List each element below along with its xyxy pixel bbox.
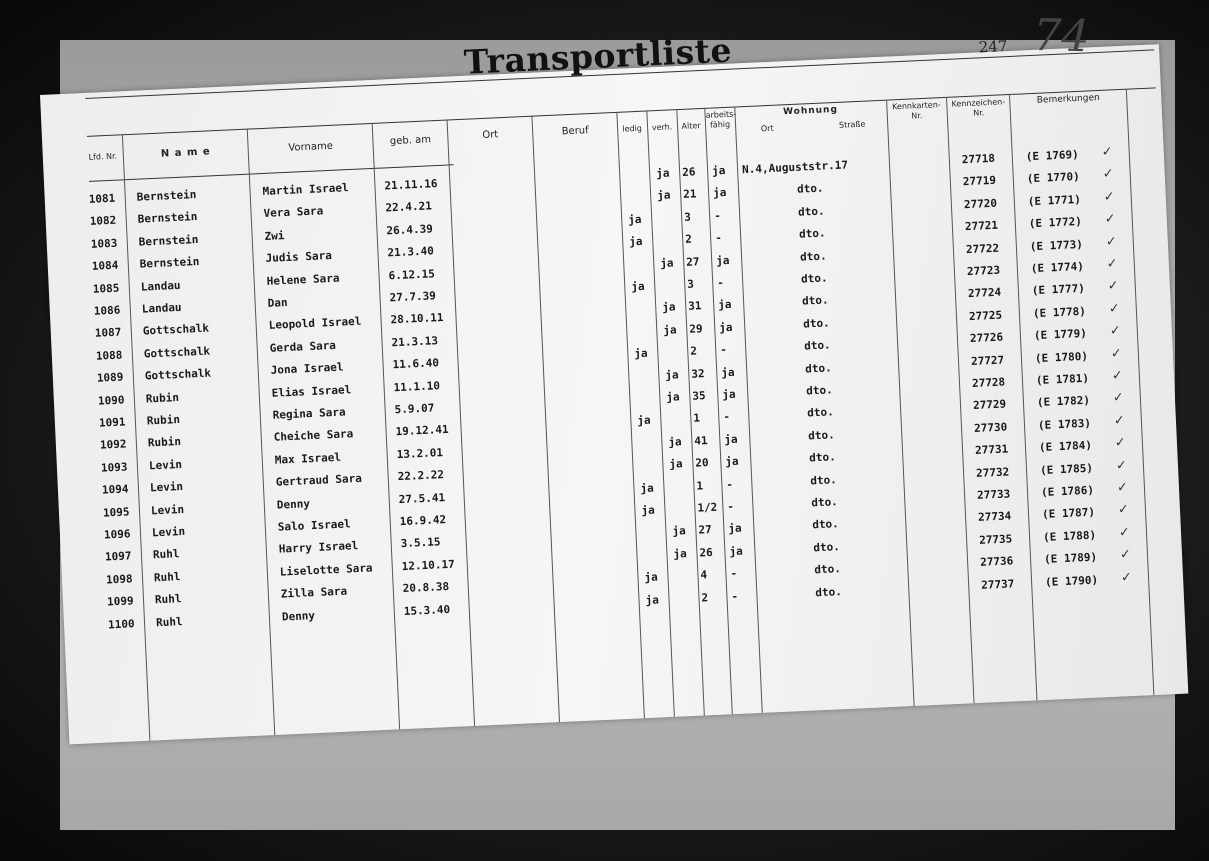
row-number: 1098 [105, 572, 133, 587]
row-vorname: Martin Israel [262, 181, 349, 198]
row-number: 1081 [88, 191, 116, 206]
row-name: Bernstein [136, 188, 197, 204]
row-arbeitsfaehig: - [714, 231, 723, 245]
row-arbeitsfaehig: - [731, 589, 739, 603]
row-arbeitsfaehig: - [726, 477, 734, 491]
row-ledig: ja [631, 279, 645, 294]
row-geb-am: 6.12.15 [388, 266, 436, 282]
row-verh: ja [659, 256, 674, 270]
row-vorname: Gerda Sara [269, 338, 337, 355]
row-kennzeichen-nr: 27726 [969, 330, 1004, 346]
row-geb-am: 13.2.01 [396, 445, 444, 461]
row-wohnung: dto. [804, 360, 832, 376]
row-number: 1099 [106, 594, 134, 609]
row-wohnung: dto. [812, 517, 840, 532]
row-alter: 3 [686, 277, 695, 291]
row-alter: 27 [685, 254, 700, 269]
row-alter: 3 [683, 210, 692, 224]
row-verh: ja [668, 435, 682, 449]
row-wohnung: dto. [807, 428, 836, 443]
check-mark-icon: ✓ [1109, 323, 1122, 339]
col-divider [1126, 89, 1155, 695]
check-mark-icon: ✓ [1111, 368, 1124, 384]
row-arbeitsfaehig: - [730, 567, 738, 581]
col-divider [734, 106, 763, 712]
row-name: Rubin [147, 435, 182, 450]
row-geb-am: 16.9.42 [399, 513, 447, 529]
row-alter: 1 [693, 411, 701, 426]
row-vorname: Jona Israel [270, 360, 344, 377]
row-kennzeichen-nr: 27722 [965, 241, 1000, 256]
row-wohnung: N.4,Auguststr.17 [741, 158, 849, 177]
header-bemerkungen: Bemerkungen [1036, 92, 1100, 106]
row-wohnung: dto. [802, 316, 830, 331]
row-kennzeichen-nr: 27719 [962, 174, 997, 189]
check-mark-icon: ✓ [1102, 166, 1114, 183]
row-geb-am: 21.11.16 [384, 177, 438, 193]
row-kennzeichen-nr: 27733 [976, 487, 1011, 502]
row-kennzeichen-nr: 27730 [973, 420, 1008, 435]
row-vorname: Regina Sara [272, 405, 346, 422]
row-bemerkungen: (E 1787) [1041, 505, 1096, 522]
row-geb-am: 26.4.39 [386, 222, 434, 238]
row-bemerkungen: (E 1790) [1044, 573, 1099, 589]
row-alter: 1 [696, 478, 704, 493]
check-mark-icon: ✓ [1112, 390, 1125, 407]
row-bemerkungen: (E 1780) [1034, 349, 1089, 365]
row-vorname: Gertraud Sara [275, 471, 363, 489]
row-kennzeichen-nr: 27727 [970, 353, 1005, 368]
row-bemerkungen: (E 1788) [1042, 528, 1097, 544]
check-mark-icon: ✓ [1113, 412, 1126, 429]
row-alter: 1/2 [697, 500, 718, 515]
row-arbeitsfaehig: ja [718, 320, 733, 335]
row-wohnung: dto. [814, 562, 842, 577]
check-mark-icon: ✓ [1110, 345, 1123, 362]
row-ledig: ja [627, 212, 642, 227]
check-mark-icon: ✓ [1117, 502, 1130, 518]
header-geb-am: geb. am [389, 134, 432, 148]
header-alter: Alter [681, 121, 701, 131]
row-kennzeichen-nr: 27724 [967, 286, 1002, 301]
row-name: Gottschalk [143, 344, 211, 361]
row-wohnung: dto. [809, 472, 838, 488]
row-verh: ja [663, 323, 677, 337]
row-alter: 27 [698, 523, 712, 537]
row-geb-am: 22.4.21 [385, 199, 433, 215]
row-ledig: ja [637, 414, 651, 428]
row-arbeitsfaehig: - [723, 410, 731, 424]
check-mark-icon: ✓ [1101, 144, 1113, 160]
row-ledig: ja [644, 570, 659, 585]
row-alter: 2 [684, 232, 693, 247]
row-bemerkungen: (E 1779) [1033, 326, 1088, 343]
row-bemerkungen: (E 1773) [1029, 237, 1084, 253]
row-vorname: Harry Israel [278, 539, 359, 557]
row-kennzeichen-nr: 27729 [972, 397, 1007, 413]
row-verh: ja [673, 546, 688, 561]
row-bemerkungen: (E 1771) [1027, 192, 1082, 209]
header-ort: Ort [482, 129, 499, 141]
row-number: 1093 [100, 460, 128, 475]
header-wohnung-ort: Ort [760, 123, 774, 134]
row-alter: 29 [688, 321, 703, 336]
row-bemerkungen: (E 1784) [1038, 438, 1093, 455]
row-number: 1094 [101, 482, 129, 497]
row-number: 1084 [91, 258, 119, 274]
row-wohnung: dto. [815, 584, 843, 599]
check-mark-icon: ✓ [1120, 569, 1133, 586]
row-geb-am: 27.5.41 [398, 490, 446, 506]
row-bemerkungen: (E 1782) [1036, 394, 1091, 410]
row-name: Gottschalk [142, 321, 210, 338]
row-verh: ja [656, 188, 671, 203]
row-arbeitsfaehig: - [716, 276, 725, 290]
header-lfd-nr: Lfd. Nr. [88, 151, 118, 162]
row-bemerkungen: (E 1778) [1032, 304, 1087, 320]
header-wohnung-strasse: Straße [838, 119, 866, 130]
row-kennzeichen-nr: 27720 [963, 196, 998, 211]
row-alter: 2 [701, 590, 709, 605]
row-wohnung: dto. [801, 293, 829, 309]
check-mark-icon: ✓ [1116, 480, 1129, 496]
row-vorname: Helene Sara [266, 271, 340, 288]
row-vorname: Salo Israel [277, 517, 351, 534]
row-name: Landau [140, 278, 181, 294]
row-alter: 26 [681, 165, 696, 179]
row-number: 1088 [95, 348, 123, 363]
check-mark-icon: ✓ [1107, 278, 1120, 295]
row-arbeitsfaehig: - [713, 209, 722, 223]
row-vorname: Elias Israel [271, 382, 352, 400]
row-vorname: Judis Sara [265, 249, 333, 266]
row-geb-am: 27.7.39 [389, 289, 437, 305]
row-name: Gottschalk [144, 366, 212, 383]
row-bemerkungen: (E 1770) [1026, 170, 1081, 186]
row-kennzeichen-nr: 27737 [980, 576, 1015, 592]
row-vorname: Liselotte Sara [279, 561, 373, 579]
row-name: Landau [141, 300, 182, 316]
row-arbeitsfaehig: ja [711, 163, 726, 178]
row-verh: ja [666, 390, 680, 404]
header-kennzeichen-nr: Kennzeichen- Nr. [951, 97, 1006, 118]
row-geb-am: 28.10.11 [390, 311, 444, 327]
row-number: 1092 [99, 437, 127, 453]
row-name: Levin [151, 524, 186, 540]
row-number: 1086 [93, 303, 121, 318]
row-alter: 26 [699, 545, 713, 560]
check-mark-icon: ✓ [1119, 547, 1132, 563]
row-name: Levin [148, 457, 183, 473]
row-kennzeichen-nr: 27736 [979, 554, 1014, 570]
row-wohnung: dto. [797, 204, 825, 219]
row-number: 1091 [98, 415, 126, 430]
row-kennzeichen-nr: 27723 [966, 263, 1001, 279]
row-verh: ja [665, 367, 679, 382]
row-wohnung: dto. [800, 271, 828, 286]
row-arbeitsfaehig: ja [717, 298, 732, 312]
row-number: 1096 [103, 527, 131, 542]
row-bemerkungen: (E 1774) [1030, 259, 1085, 276]
row-wohnung: dto. [799, 249, 827, 264]
row-kennzeichen-nr: 27731 [974, 442, 1009, 458]
check-mark-icon: ✓ [1106, 256, 1119, 272]
row-geb-am: 15.3.40 [403, 602, 451, 618]
row-kennzeichen-nr: 27718 [961, 151, 996, 167]
row-arbeitsfaehig: ja [720, 365, 735, 379]
row-arbeitsfaehig: ja [729, 544, 743, 558]
row-bemerkungen: (E 1772) [1028, 215, 1083, 231]
row-alter: 2 [690, 344, 698, 358]
row-name: Ruhl [154, 592, 182, 607]
row-name: Rubin [146, 412, 181, 428]
row-verh: ja [662, 300, 676, 315]
row-wohnung: dto. [808, 450, 837, 465]
page-number: 247 [978, 37, 1008, 57]
row-number: 1085 [92, 281, 120, 296]
col-divider [531, 116, 560, 722]
row-vorname: Zilla Sara [280, 584, 348, 601]
row-geb-am: 11.1.10 [393, 378, 441, 394]
header-beruf: Beruf [561, 125, 589, 138]
row-vorname: Cheiche Sara [273, 427, 354, 445]
row-alter: 21 [682, 187, 697, 202]
row-kennzeichen-nr: 27728 [971, 375, 1006, 391]
row-ledig: ja [628, 235, 643, 249]
row-arbeitsfaehig: ja [725, 454, 739, 469]
col-divider [886, 100, 915, 706]
row-ledig: ja [641, 503, 656, 518]
row-geb-am: 19.12.41 [395, 423, 449, 439]
row-name: Rubin [145, 390, 180, 406]
row-verh: ja [672, 524, 686, 539]
row-ledig: ja [634, 346, 648, 361]
row-geb-am: 12.10.17 [401, 557, 455, 573]
row-bemerkungen: (E 1786) [1040, 483, 1095, 499]
row-name: Levin [150, 502, 185, 517]
row-vorname: Denny [281, 608, 316, 624]
row-name: Bernstein [138, 232, 199, 249]
row-number: 1097 [104, 549, 132, 564]
row-geb-am: 21.3.13 [391, 334, 439, 350]
header-verh: verh. [651, 122, 673, 133]
row-ledig: ja [640, 481, 654, 495]
row-alter: 31 [687, 299, 702, 314]
check-mark-icon: ✓ [1105, 233, 1117, 250]
row-bemerkungen: (E 1777) [1031, 282, 1086, 298]
row-kennzeichen-nr: 27735 [978, 532, 1013, 547]
document-title: Transportliste [463, 30, 733, 82]
header-arbeitsfaehig: arbeits- fähig [705, 109, 737, 130]
row-wohnung: dto. [811, 495, 839, 510]
row-geb-am: 20.8.38 [402, 580, 450, 596]
check-mark-icon: ✓ [1103, 189, 1115, 205]
check-mark-icon: ✓ [1108, 301, 1121, 317]
row-number: 1089 [96, 370, 124, 385]
row-arbeitsfaehig: - [727, 499, 735, 514]
row-vorname: Denny [276, 496, 311, 512]
row-arbeitsfaehig: ja [712, 186, 727, 200]
row-geb-am: 11.6.40 [392, 356, 440, 372]
row-name: Levin [149, 480, 184, 495]
row-number: 1095 [102, 504, 130, 520]
row-kennzeichen-nr: 27725 [968, 308, 1003, 323]
row-alter: 20 [695, 456, 709, 470]
row-wohnung: dto. [798, 226, 826, 241]
row-bemerkungen: (E 1783) [1037, 416, 1092, 432]
row-wohnung: dto. [813, 539, 841, 555]
row-kennzeichen-nr: 27732 [975, 465, 1010, 480]
header-wohnung: Wohnung [782, 104, 839, 118]
row-kennzeichen-nr: 27734 [977, 509, 1012, 525]
row-vorname: Max Israel [274, 450, 342, 467]
row-bemerkungen: (E 1789) [1043, 550, 1098, 567]
row-wohnung: dto. [806, 405, 835, 420]
row-geb-am: 21.3.40 [387, 244, 435, 260]
row-vorname: Vera Sara [263, 204, 324, 221]
row-alter: 35 [692, 389, 706, 403]
row-verh: ja [655, 166, 670, 181]
row-bemerkungen: (E 1785) [1039, 461, 1094, 477]
row-arbeitsfaehig: - [719, 343, 728, 357]
header-vorname: Vorname [288, 140, 334, 154]
header-ledig: ledig [622, 123, 643, 134]
check-mark-icon: ✓ [1115, 457, 1128, 474]
check-mark-icon: ✓ [1114, 435, 1127, 451]
row-arbeitsfaehig: ja [724, 432, 738, 447]
row-geb-am: 22.2.22 [397, 468, 445, 484]
row-alter: 41 [694, 433, 708, 448]
row-vorname: Zwi [264, 228, 285, 243]
row-ledig: ja [645, 593, 660, 607]
row-name: Bernstein [137, 210, 198, 227]
col-divider [447, 120, 476, 726]
row-vorname: Leopold Israel [268, 315, 362, 333]
row-alter: 32 [691, 366, 705, 381]
row-geb-am: 5.9.07 [394, 401, 435, 417]
handwritten-number: 74 [1032, 9, 1090, 63]
row-name: Ruhl [155, 614, 183, 629]
row-wohnung: dto. [803, 338, 831, 353]
row-wohnung: dto. [805, 383, 833, 398]
row-alter: 4 [700, 568, 708, 582]
transport-list-sheet [40, 9, 1188, 744]
row-vorname: Dan [267, 295, 288, 310]
row-wohnung: dto. [796, 181, 824, 197]
row-number: 1100 [107, 616, 135, 632]
row-name: Ruhl [152, 547, 180, 562]
row-verh: ja [669, 457, 683, 472]
check-mark-icon: ✓ [1104, 211, 1116, 228]
row-number: 1090 [97, 393, 125, 408]
row-name: Bernstein [139, 255, 200, 271]
row-geb-am: 3.5.15 [400, 535, 441, 551]
row-kennzeichen-nr: 27721 [964, 218, 999, 234]
row-bemerkungen: (E 1781) [1035, 371, 1090, 388]
row-arbeitsfaehig: ja [728, 522, 742, 536]
check-mark-icon: ✓ [1118, 524, 1131, 541]
row-name: Ruhl [153, 569, 181, 585]
row-number: 1087 [94, 325, 122, 341]
row-bemerkungen: (E 1769) [1025, 147, 1080, 164]
row-arbeitsfaehig: ja [722, 387, 736, 402]
header-name: N a m e [160, 146, 211, 160]
row-arbeitsfaehig: ja [715, 253, 730, 268]
row-number: 1083 [90, 236, 118, 251]
row-number: 1082 [89, 214, 117, 229]
header-kennkarten-nr: Kennkarten- Nr. [891, 100, 941, 121]
